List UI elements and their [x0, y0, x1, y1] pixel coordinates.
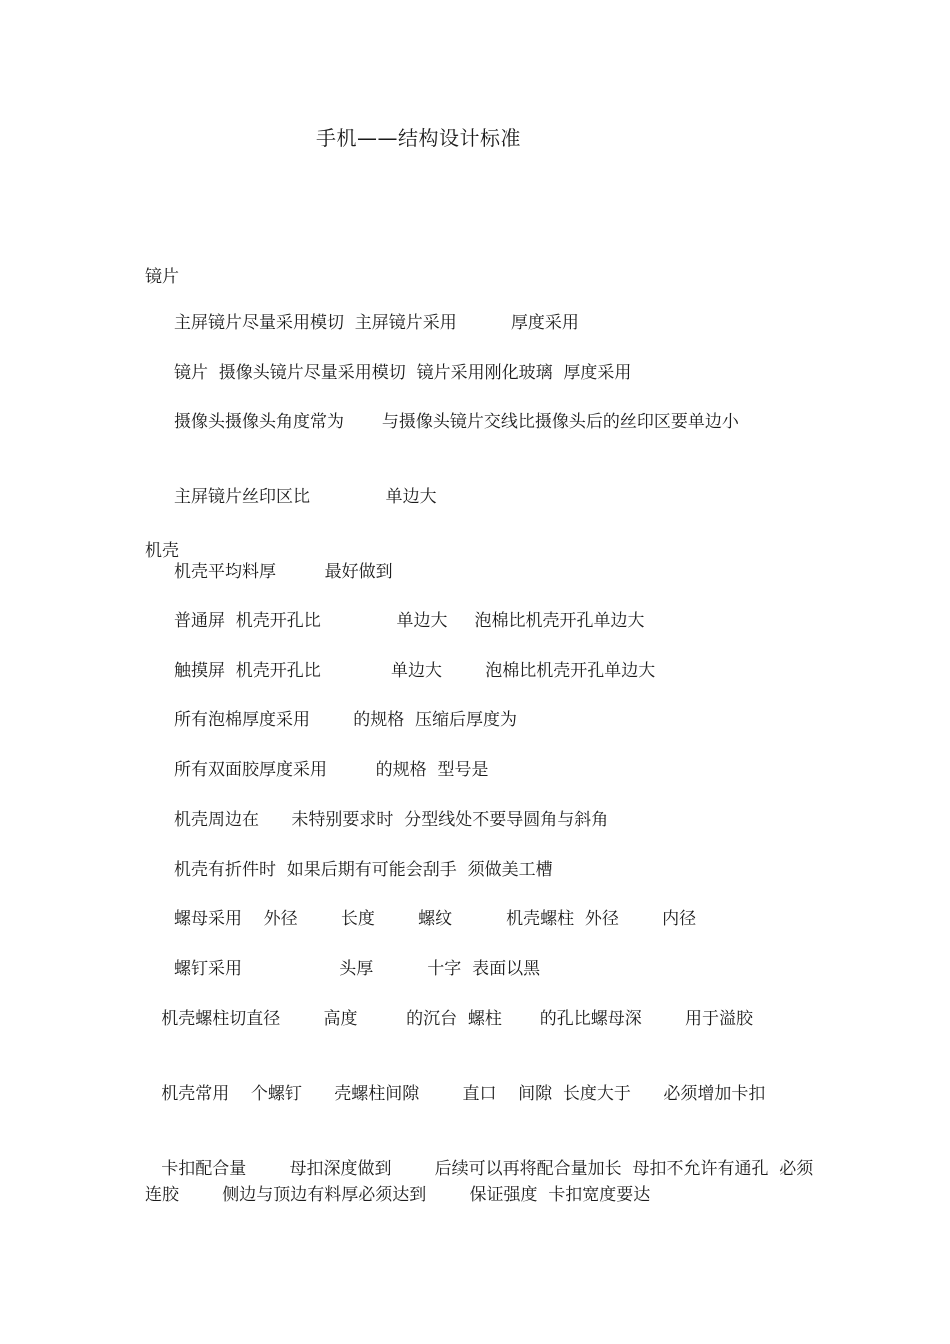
housing-line-1: 机壳平均料厚 最好做到: [174, 562, 393, 582]
housing-paragraph-2: 机壳常用 个螺钉 壳螺柱间隙 直口 间隙 长度大于 必须增加卡扣: [145, 1084, 766, 1104]
lens-line-1: 主屏镜片尽量采用模切 主屏镜片采用 厚度采用: [174, 313, 579, 333]
housing-line-4: 所有泡棉厚度采用 的规格 压缩后厚度为: [174, 710, 518, 730]
lens-line-4: 主屏镜片丝印区比 单边大: [174, 487, 437, 507]
housing-line-3: 触摸屏 机壳开孔比 单边大 泡棉比机壳开孔单边大: [174, 661, 656, 681]
housing-line-5: 所有双面胶厚度采用 的规格 型号是: [174, 760, 489, 780]
document-title: 手机——结构设计标准: [316, 126, 521, 150]
housing-paragraph-3: 卡扣配合量 母扣深度做到 后续可以再将配合量加长 母扣不允许有通孔 必须连胶 侧边与顶边有料厚必须达到 保证强度 卡扣宽度要达: [145, 1159, 814, 1205]
housing-paragraph-1: 机壳螺柱切直径 高度 的沉台 螺柱 的孔比螺母深 用于溢胶: [145, 1009, 753, 1029]
section-heading-housing: 机壳: [145, 541, 179, 561]
lens-line-3: 摄像头摄像头角度常为 与摄像头镜片交线比摄像头后的丝印区要单边小: [174, 412, 739, 432]
housing-line-8: 螺母采用 外径 长度 螺纹 机壳螺柱 外径 内径: [174, 909, 697, 929]
housing-line-6: 机壳周边在 未特别要求时 分型线处不要导圆角与斜角: [174, 810, 609, 830]
housing-line-2: 普通屏 机壳开孔比 单边大 泡棉比机壳开孔单边大: [174, 611, 645, 631]
lens-line-2: 镜片 摄像头镜片尽量采用模切 镜片采用刚化玻璃 厚度采用: [174, 363, 632, 383]
housing-line-9: 螺钉采用 头厚 十字 表面以黑: [174, 959, 541, 979]
section-heading-lens: 镜片: [145, 267, 179, 287]
housing-line-7: 机壳有折件时 如果后期有可能会刮手 须做美工槽: [174, 860, 553, 880]
